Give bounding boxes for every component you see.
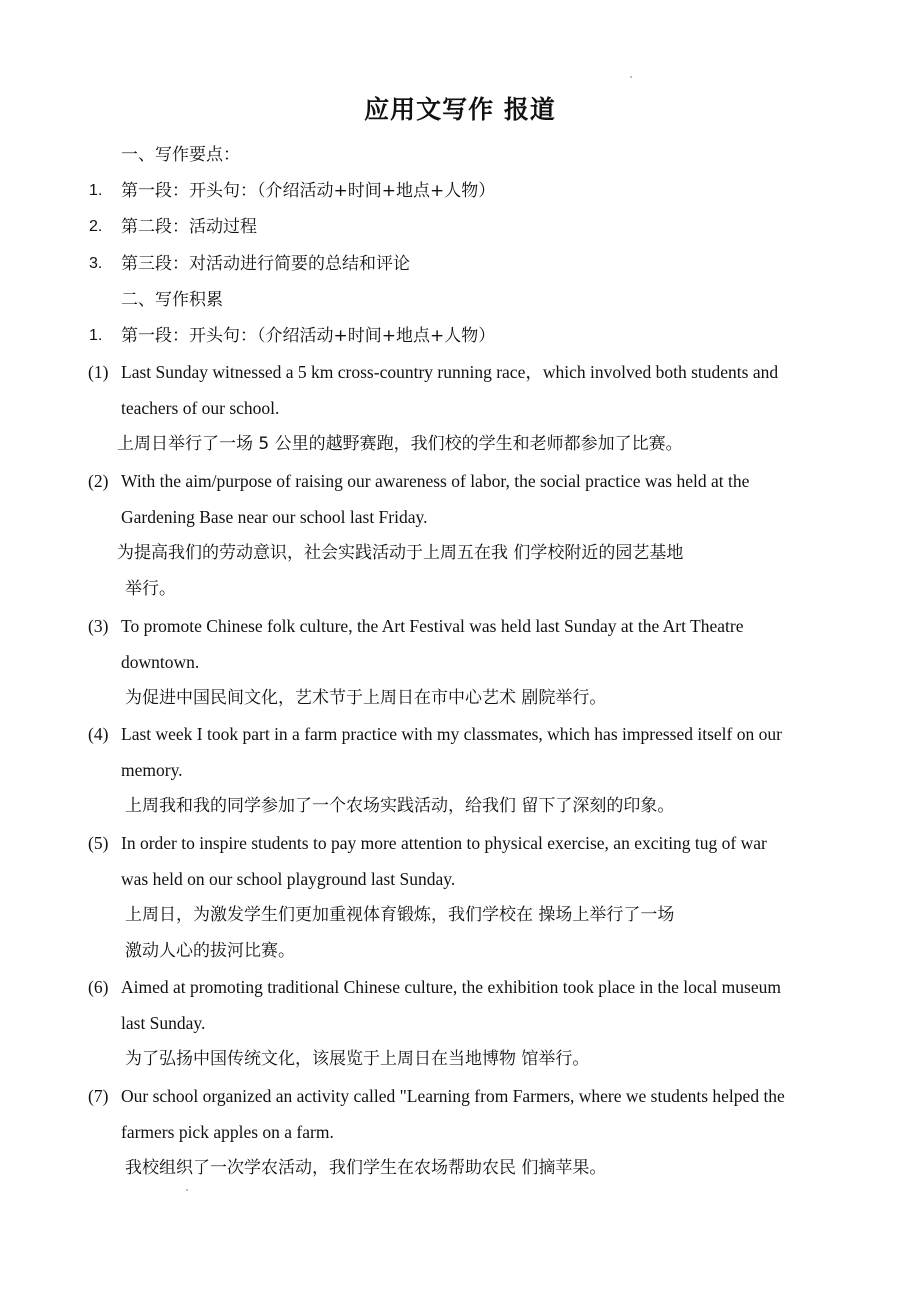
list-item-text: 第一段：开头句：（介绍活动+时间+地点+人物） (121, 181, 496, 201)
example-number: (1) (88, 362, 109, 382)
example-english-line: teachers of our school. (121, 398, 280, 418)
sub-item-text: 第一段：开头句：（介绍活动+时间+地点+人物） (121, 326, 496, 346)
section-2-heading: 二、写作积累 (121, 290, 223, 310)
example-english-line: In order to inspire students to pay more attention to physical exercise, an exciting tug of war (121, 833, 767, 853)
scan-speck (630, 76, 632, 78)
example-chinese-line: 上周日举行了一场 5 公里的越野赛跑，我们校的学生和老师都参加了比赛。 (117, 434, 683, 454)
example-chinese-line: 为了弘扬中国传统文化，该展览于上周日在当地博物 馆举行。 (125, 1049, 590, 1069)
example-english-line: Aimed at promoting traditional Chinese culture, the exhibition took place in the local museum (121, 977, 781, 997)
example-english-line: downtown. (121, 652, 200, 672)
example-english-line: memory. (121, 760, 183, 780)
example-number: (4) (88, 724, 109, 744)
example-chinese-line: 为提高我们的劳动意识，社会实践活动于上周五在我 们学校附近的园艺基地 (117, 543, 684, 563)
page-title: 应用文写作 报道 (364, 95, 556, 124)
example-english-line: Gardening Base near our school last Friday. (121, 507, 428, 527)
section-1-heading: 一、写作要点： (121, 145, 240, 165)
example-chinese-line: 为促进中国民间文化，艺术节于上周日在市中心艺术 剧院举行。 (125, 688, 607, 708)
sub-item-number: 1. (89, 327, 103, 344)
list-item-number: 2. (89, 218, 103, 235)
example-english-line: Last week I took part in a farm practice with my classmates, which has impressed itself on our (121, 724, 782, 744)
example-english-line: To promote Chinese folk culture, the Art Festival was held last Sunday at the Art Theatre (121, 616, 744, 636)
list-item-number: 3. (89, 255, 103, 272)
example-english-line: Last Sunday witnessed a 5 km cross-country running race，which involved both students and (121, 362, 779, 382)
example-english-line: was held on our school playground last Sunday. (121, 869, 456, 889)
example-number: (7) (88, 1086, 109, 1106)
list-item-text: 第二段：活动过程 (121, 217, 257, 237)
example-chinese-line: 我校组织了一次学农活动，我们学生在农场帮助农民 们摘苹果。 (125, 1158, 607, 1178)
example-number: (2) (88, 471, 109, 491)
example-english-line: farmers pick apples on a farm. (121, 1122, 334, 1142)
example-english-line: last Sunday. (121, 1013, 206, 1033)
example-chinese-line: 上周我和我的同学参加了一个农场实践活动，给我们 留下了深刻的印象。 (125, 796, 675, 816)
example-chinese-line: 上周日，为激发学生们更加重视体育锻炼，我们学校在 操场上举行了一场 (125, 905, 675, 925)
example-chinese-line: 激动人心的拔河比赛。 (125, 941, 295, 961)
list-item-number: 1. (89, 182, 103, 199)
list-item-text: 第三段：对活动进行简要的总结和评论 (121, 254, 410, 274)
example-english-line: With the aim/purpose of raising our awareness of labor, the social practice was held at the (121, 471, 750, 491)
example-number: (3) (88, 616, 109, 636)
example-english-line: Our school organized an activity called "Learning from Farmers, where we students helped the (121, 1086, 785, 1106)
example-chinese-line: 举行。 (125, 579, 176, 599)
example-number: (5) (88, 833, 109, 853)
scan-speck (186, 1189, 188, 1191)
example-number: (6) (88, 977, 109, 997)
